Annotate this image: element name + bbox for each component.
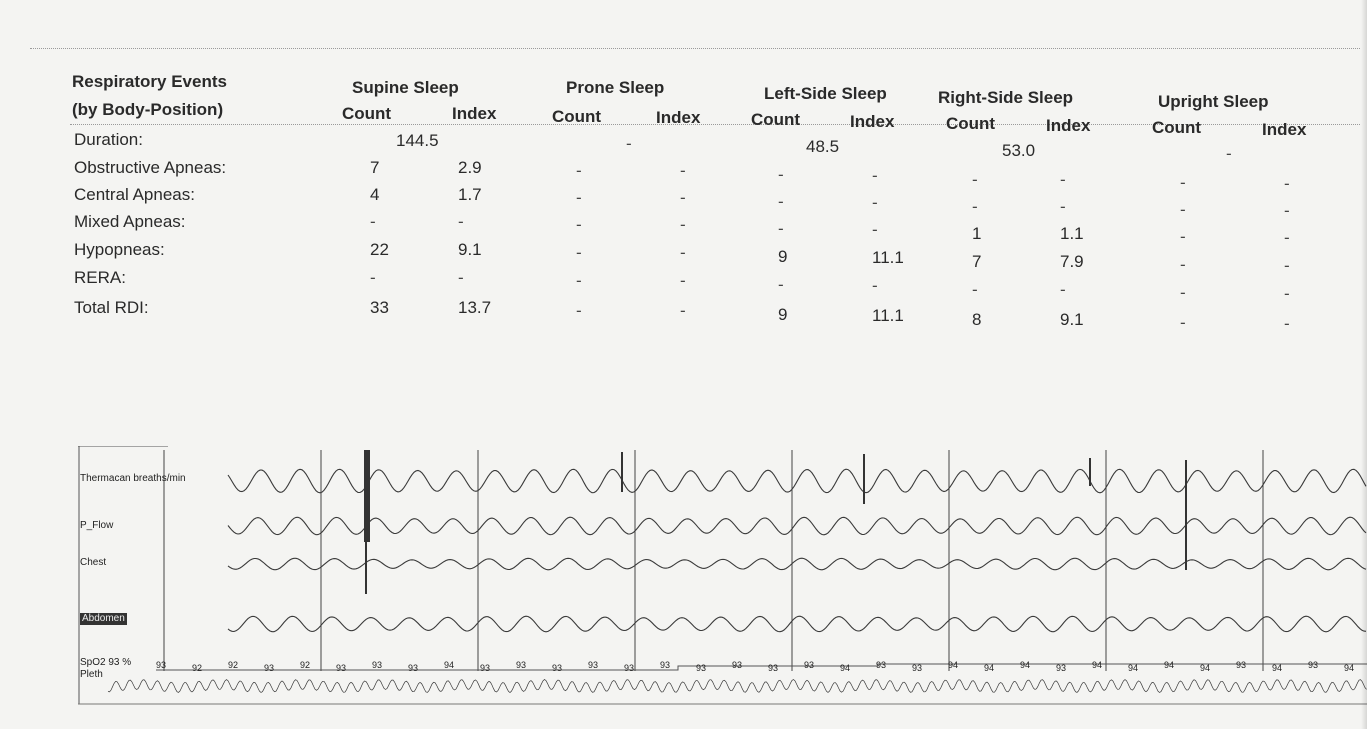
duration-supine: 144.5	[396, 131, 439, 150]
count-header-prone: Count	[552, 107, 602, 126]
count-header-left: Count	[751, 110, 801, 129]
table-cell: -	[778, 165, 784, 184]
spo2-reading: 93	[624, 663, 635, 673]
spo2-reading: 93	[876, 660, 887, 670]
spo2-reading: 94	[1020, 660, 1031, 670]
table-cell: -	[680, 161, 686, 180]
table-cell: 11.1	[872, 306, 904, 325]
table-cell: -	[1180, 255, 1186, 274]
table-cell: 8	[972, 310, 982, 329]
spo2-reading: 94	[840, 663, 851, 673]
table-cell: -	[576, 301, 582, 320]
duration-prone: -	[626, 134, 632, 153]
table-cell: -	[680, 301, 686, 320]
table-cell: -	[576, 215, 582, 234]
spo2-reading: 93	[336, 663, 347, 673]
spo2-reading: 93	[1056, 663, 1067, 673]
table-cell: 11.1	[872, 248, 904, 267]
duration-label: Duration:	[74, 130, 143, 149]
spo2-reading: 94	[1344, 663, 1355, 673]
table-cell: -	[576, 188, 582, 207]
table-cell: -	[778, 192, 784, 211]
count-header-upright: Count	[1152, 118, 1202, 137]
table-cell: 7	[972, 252, 982, 271]
duration-right: 53.0	[1002, 141, 1036, 160]
table-cell: -	[1284, 228, 1290, 247]
table-cell: 1.7	[458, 185, 482, 204]
spo2-reading: 94	[1092, 660, 1103, 670]
count-header-right: Count	[946, 114, 996, 133]
duration-upright: -	[1226, 144, 1232, 163]
table-cell: -	[680, 243, 686, 262]
spo2-reading: 93	[1308, 660, 1319, 670]
table-cell: -	[576, 161, 582, 180]
table-cell: -	[778, 219, 784, 238]
index-header-prone: Index	[656, 108, 701, 127]
table-cell: -	[1284, 256, 1290, 275]
table-cell: 33	[370, 298, 389, 317]
trace-pflow	[228, 517, 1366, 535]
event-marker-thick	[364, 450, 370, 542]
table-cell: -	[872, 276, 878, 295]
table-cell: -	[1180, 173, 1186, 192]
scan-line-top	[30, 48, 1360, 49]
spo2-reading: 93	[588, 660, 599, 670]
spo2-reading: 93	[156, 660, 167, 670]
row-label-header-line2: (by Body-Position)	[72, 100, 224, 119]
table-cell: -	[972, 197, 978, 216]
channel-label-chest: Chest	[80, 557, 107, 568]
group-upright: Upright Sleep	[1158, 92, 1269, 111]
table-cell: -	[576, 243, 582, 262]
polysomnography-waveform-strip	[78, 446, 1367, 706]
spo2-reading: 92	[300, 660, 311, 670]
table-cell: 9	[778, 247, 788, 266]
spo2-reading: 93	[696, 663, 707, 673]
table-cell: 1.1	[1060, 224, 1084, 243]
table-cell: -	[680, 271, 686, 290]
spo2-reading: 93	[372, 660, 383, 670]
table-cell: -	[458, 268, 464, 287]
channel-label-pflow: P_Flow	[80, 520, 114, 531]
count-header-supine: Count	[342, 104, 392, 123]
group-left-side: Left-Side Sleep	[764, 84, 887, 103]
table-cell: -	[680, 188, 686, 207]
spo2-reading: 93	[768, 663, 779, 673]
table-cell: -	[1284, 284, 1290, 303]
spo2-reading: 93	[1236, 660, 1247, 670]
table-cell: -	[1060, 170, 1066, 189]
spo2-reading: 93	[480, 663, 491, 673]
trace-abdomen	[228, 616, 1366, 632]
table-cell: -	[972, 170, 978, 189]
spo2-reading: 94	[444, 660, 455, 670]
spo2-reading: 93	[516, 660, 527, 670]
spo2-reading: 92	[192, 663, 203, 673]
table-cell: 4	[370, 185, 380, 204]
spo2-reading: 94	[1128, 663, 1139, 673]
spo2-reading: 94	[948, 660, 959, 670]
group-supine: Supine Sleep	[352, 78, 459, 97]
table-cell: 7.9	[1060, 252, 1084, 271]
table-cell: -	[370, 268, 376, 287]
table-cell: 2.9	[458, 158, 482, 177]
table-cell: -	[1060, 280, 1066, 299]
table-cell: -	[1284, 174, 1290, 193]
spo2-reading: 93	[552, 663, 563, 673]
spo2-reading: 93	[408, 663, 419, 673]
table-cell: -	[576, 271, 582, 290]
trace-pleth	[108, 680, 1367, 693]
channel-label-pleth: Pleth	[80, 669, 103, 680]
channel-label-abdomen: Abdomen	[82, 613, 125, 624]
spo2-reading: 94	[984, 663, 995, 673]
index-header-left: Index	[850, 112, 895, 131]
table-cell: -	[680, 215, 686, 234]
spo2-reading: 92	[228, 660, 239, 670]
channel-label-spo2: SpO2 93 %	[80, 657, 132, 668]
channel-label-thermacan: Thermacan breaths/min	[80, 473, 186, 484]
spo2-reading: 93	[804, 660, 815, 670]
spo2-reading: 94	[1164, 660, 1175, 670]
spo2-reading: 93	[912, 663, 923, 673]
table-cell: -	[1284, 314, 1290, 333]
row-label: RERA:	[74, 268, 126, 287]
index-header-supine: Index	[452, 104, 497, 123]
trace-chest	[228, 558, 1366, 570]
table-cell: -	[458, 212, 464, 231]
table-cell: 13.7	[458, 298, 492, 317]
spo2-reading: 93	[264, 663, 275, 673]
table-cell: 7	[370, 158, 380, 177]
table-cell: -	[370, 212, 376, 231]
table-cell: -	[1284, 201, 1290, 220]
table-cell: -	[1180, 313, 1186, 332]
row-label: Obstructive Apneas:	[74, 158, 227, 177]
table-cell: -	[872, 166, 878, 185]
spo2-reading: 93	[732, 660, 743, 670]
table-cell: 9	[778, 305, 788, 324]
spo2-reading: 93	[660, 660, 671, 670]
group-right-side: Right-Side Sleep	[938, 88, 1074, 107]
index-header-right: Index	[1046, 116, 1091, 135]
table-cell: -	[1180, 200, 1186, 219]
row-label: Central Apneas:	[74, 185, 195, 204]
table-cell: 9.1	[1060, 310, 1084, 329]
row-label: Mixed Apneas:	[74, 212, 186, 231]
table-cell: -	[778, 275, 784, 294]
table-cell: -	[972, 280, 978, 299]
scan-edge-shadow	[1361, 0, 1367, 729]
table-cell: 9.1	[458, 240, 482, 259]
table-cell: -	[1180, 283, 1186, 302]
spo2-reading: 94	[1200, 663, 1211, 673]
table-cell: 22	[370, 240, 389, 259]
spo2-reading: 94	[1272, 663, 1283, 673]
table-cell: 1	[972, 224, 982, 243]
table-cell: -	[1060, 197, 1066, 216]
table-cell: -	[872, 220, 878, 239]
row-label-header-line1: Respiratory Events	[72, 72, 227, 91]
row-label: Hypopneas:	[74, 240, 165, 259]
duration-left: 48.5	[806, 137, 840, 156]
trace-thermacan	[228, 469, 1366, 493]
table-cell: -	[1180, 227, 1186, 246]
index-header-upright: Index	[1262, 120, 1307, 139]
row-label: Total RDI:	[74, 298, 149, 317]
group-prone: Prone Sleep	[566, 78, 665, 97]
table-cell: -	[872, 193, 878, 212]
